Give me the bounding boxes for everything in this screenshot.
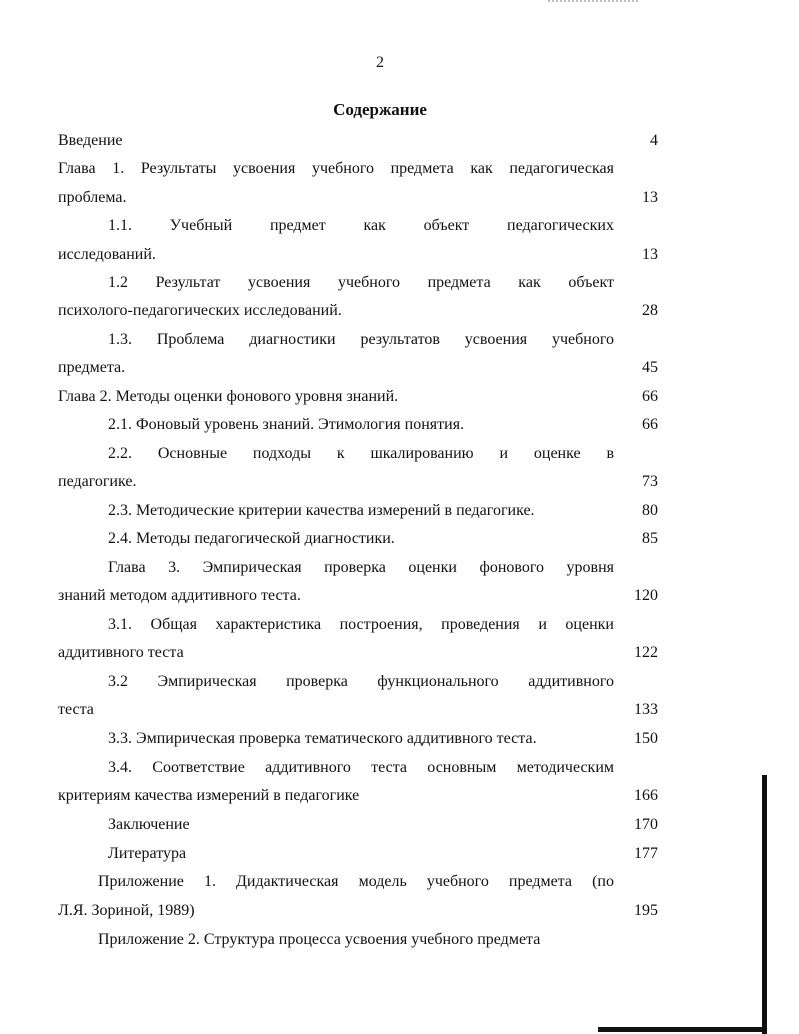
toc-entry-appendix-1: Приложение 1. Дидактическая модель учебного предмета (по bbox=[98, 873, 614, 890]
toc-page-appendix-1: 195 bbox=[634, 902, 658, 919]
toc-entry-section-2-4: 2.4. Методы педагогической диагностики. bbox=[108, 530, 395, 547]
toc-page-section-3-4: 166 bbox=[634, 787, 658, 804]
toc-entry-chapter-2: Глава 2. Методы оценки фонового уровня знаний. bbox=[58, 388, 399, 405]
toc-entry-chapter-3: Глава 3. Эмпирическая проверка оценки фонового уровня bbox=[108, 559, 614, 576]
toc-page-section-1-3: 45 bbox=[642, 359, 658, 376]
toc-entry-section-2-3: 2.3. Методические критерии качества измерений в педагогике. bbox=[108, 502, 535, 519]
toc-entry-section-2-1: 2.1. Фоновый уровень знаний. Этимология понятия. bbox=[108, 416, 465, 433]
toc-entry-section-1-1: 1.1. Учебный предмет как объект педагогических bbox=[108, 217, 614, 234]
toc-entry-section-3-4: 3.4. Соответствие аддитивного теста основным методическим bbox=[108, 759, 614, 776]
toc-entry-appendix-2: Приложение 2. Структура процесса усвоения учебного предмета bbox=[98, 931, 541, 948]
toc-page-section-3-3: 150 bbox=[634, 730, 658, 747]
toc-entry-section-1-3-cont: предмета. bbox=[58, 359, 126, 376]
toc-entry-section-2-2-cont: педагогике. bbox=[58, 473, 137, 490]
toc-entry-chapter-1: Глава 1. Результаты усвоения учебного предмета как педагогическая bbox=[58, 160, 614, 177]
toc-page-conclusion: 170 bbox=[634, 816, 658, 833]
toc-page-section-3-1: 122 bbox=[634, 644, 658, 661]
toc-entry-section-2-2: 2.2. Основные подходы к шкалированию и оценке в bbox=[108, 445, 614, 462]
toc-page-section-3-2: 133 bbox=[634, 701, 658, 718]
scan-artifact-margin-bar bbox=[762, 775, 767, 1034]
toc-entry-section-3-1-cont: аддитивного теста bbox=[58, 644, 184, 661]
toc-entry-section-1-3: 1.3. Проблема диагностики результатов усвоения учебного bbox=[108, 331, 614, 348]
toc-entry-conclusion: Заключение bbox=[108, 816, 190, 833]
toc-page-literature: 177 bbox=[634, 845, 658, 862]
toc-page-intro: 4 bbox=[650, 132, 658, 149]
scan-artifact-top bbox=[548, 0, 638, 5]
toc-entry-chapter-3-cont: знаний методом аддитивного теста. bbox=[58, 587, 301, 604]
toc-page-section-2-2: 73 bbox=[642, 473, 658, 490]
toc-entry-section-3-1: 3.1. Общая характеристика построения, проведения и оценки bbox=[108, 616, 614, 633]
toc-entry-section-1-2: 1.2 Результат усвоения учебного предмета как объект bbox=[108, 274, 614, 291]
toc-entry-section-1-2-cont: психолого-педагогических исследований. bbox=[58, 302, 342, 319]
toc-entry-section-3-2: 3.2 Эмпирическая проверка функционального аддитивного bbox=[108, 673, 614, 690]
toc-page-chapter-2: 66 bbox=[642, 388, 658, 405]
toc-page-section-1-1: 13 bbox=[642, 246, 658, 263]
toc-entry-section-3-4-cont: критериям качества измерений в педагогике bbox=[58, 787, 360, 804]
toc-page-section-2-3: 80 bbox=[642, 502, 658, 519]
toc-entry-literature: Литература bbox=[108, 845, 187, 862]
toc-page-chapter-1: 13 bbox=[642, 189, 658, 206]
toc-entry-section-3-2-cont: теста bbox=[58, 701, 94, 718]
toc-page-section-2-4: 85 bbox=[642, 530, 658, 547]
toc-entry-chapter-1-cont: проблема. bbox=[58, 189, 127, 206]
toc-entry-section-3-3: 3.3. Эмпирическая проверка тематического аддитивного теста. bbox=[108, 730, 537, 747]
page-number: 2 bbox=[376, 54, 384, 71]
toc-title: Содержание bbox=[333, 100, 427, 119]
toc-entry-section-1-1-cont: исследований. bbox=[58, 246, 156, 263]
toc-entry-intro: Введение bbox=[58, 132, 123, 149]
toc-page-section-1-2: 28 bbox=[642, 302, 658, 319]
scan-artifact-bottom-bar bbox=[598, 1027, 767, 1032]
toc-page-section-2-1: 66 bbox=[642, 416, 658, 433]
toc-entry-appendix-1-cont: Л.Я. Зориной, 1989) bbox=[58, 902, 195, 919]
toc-page-chapter-3: 120 bbox=[634, 587, 658, 604]
